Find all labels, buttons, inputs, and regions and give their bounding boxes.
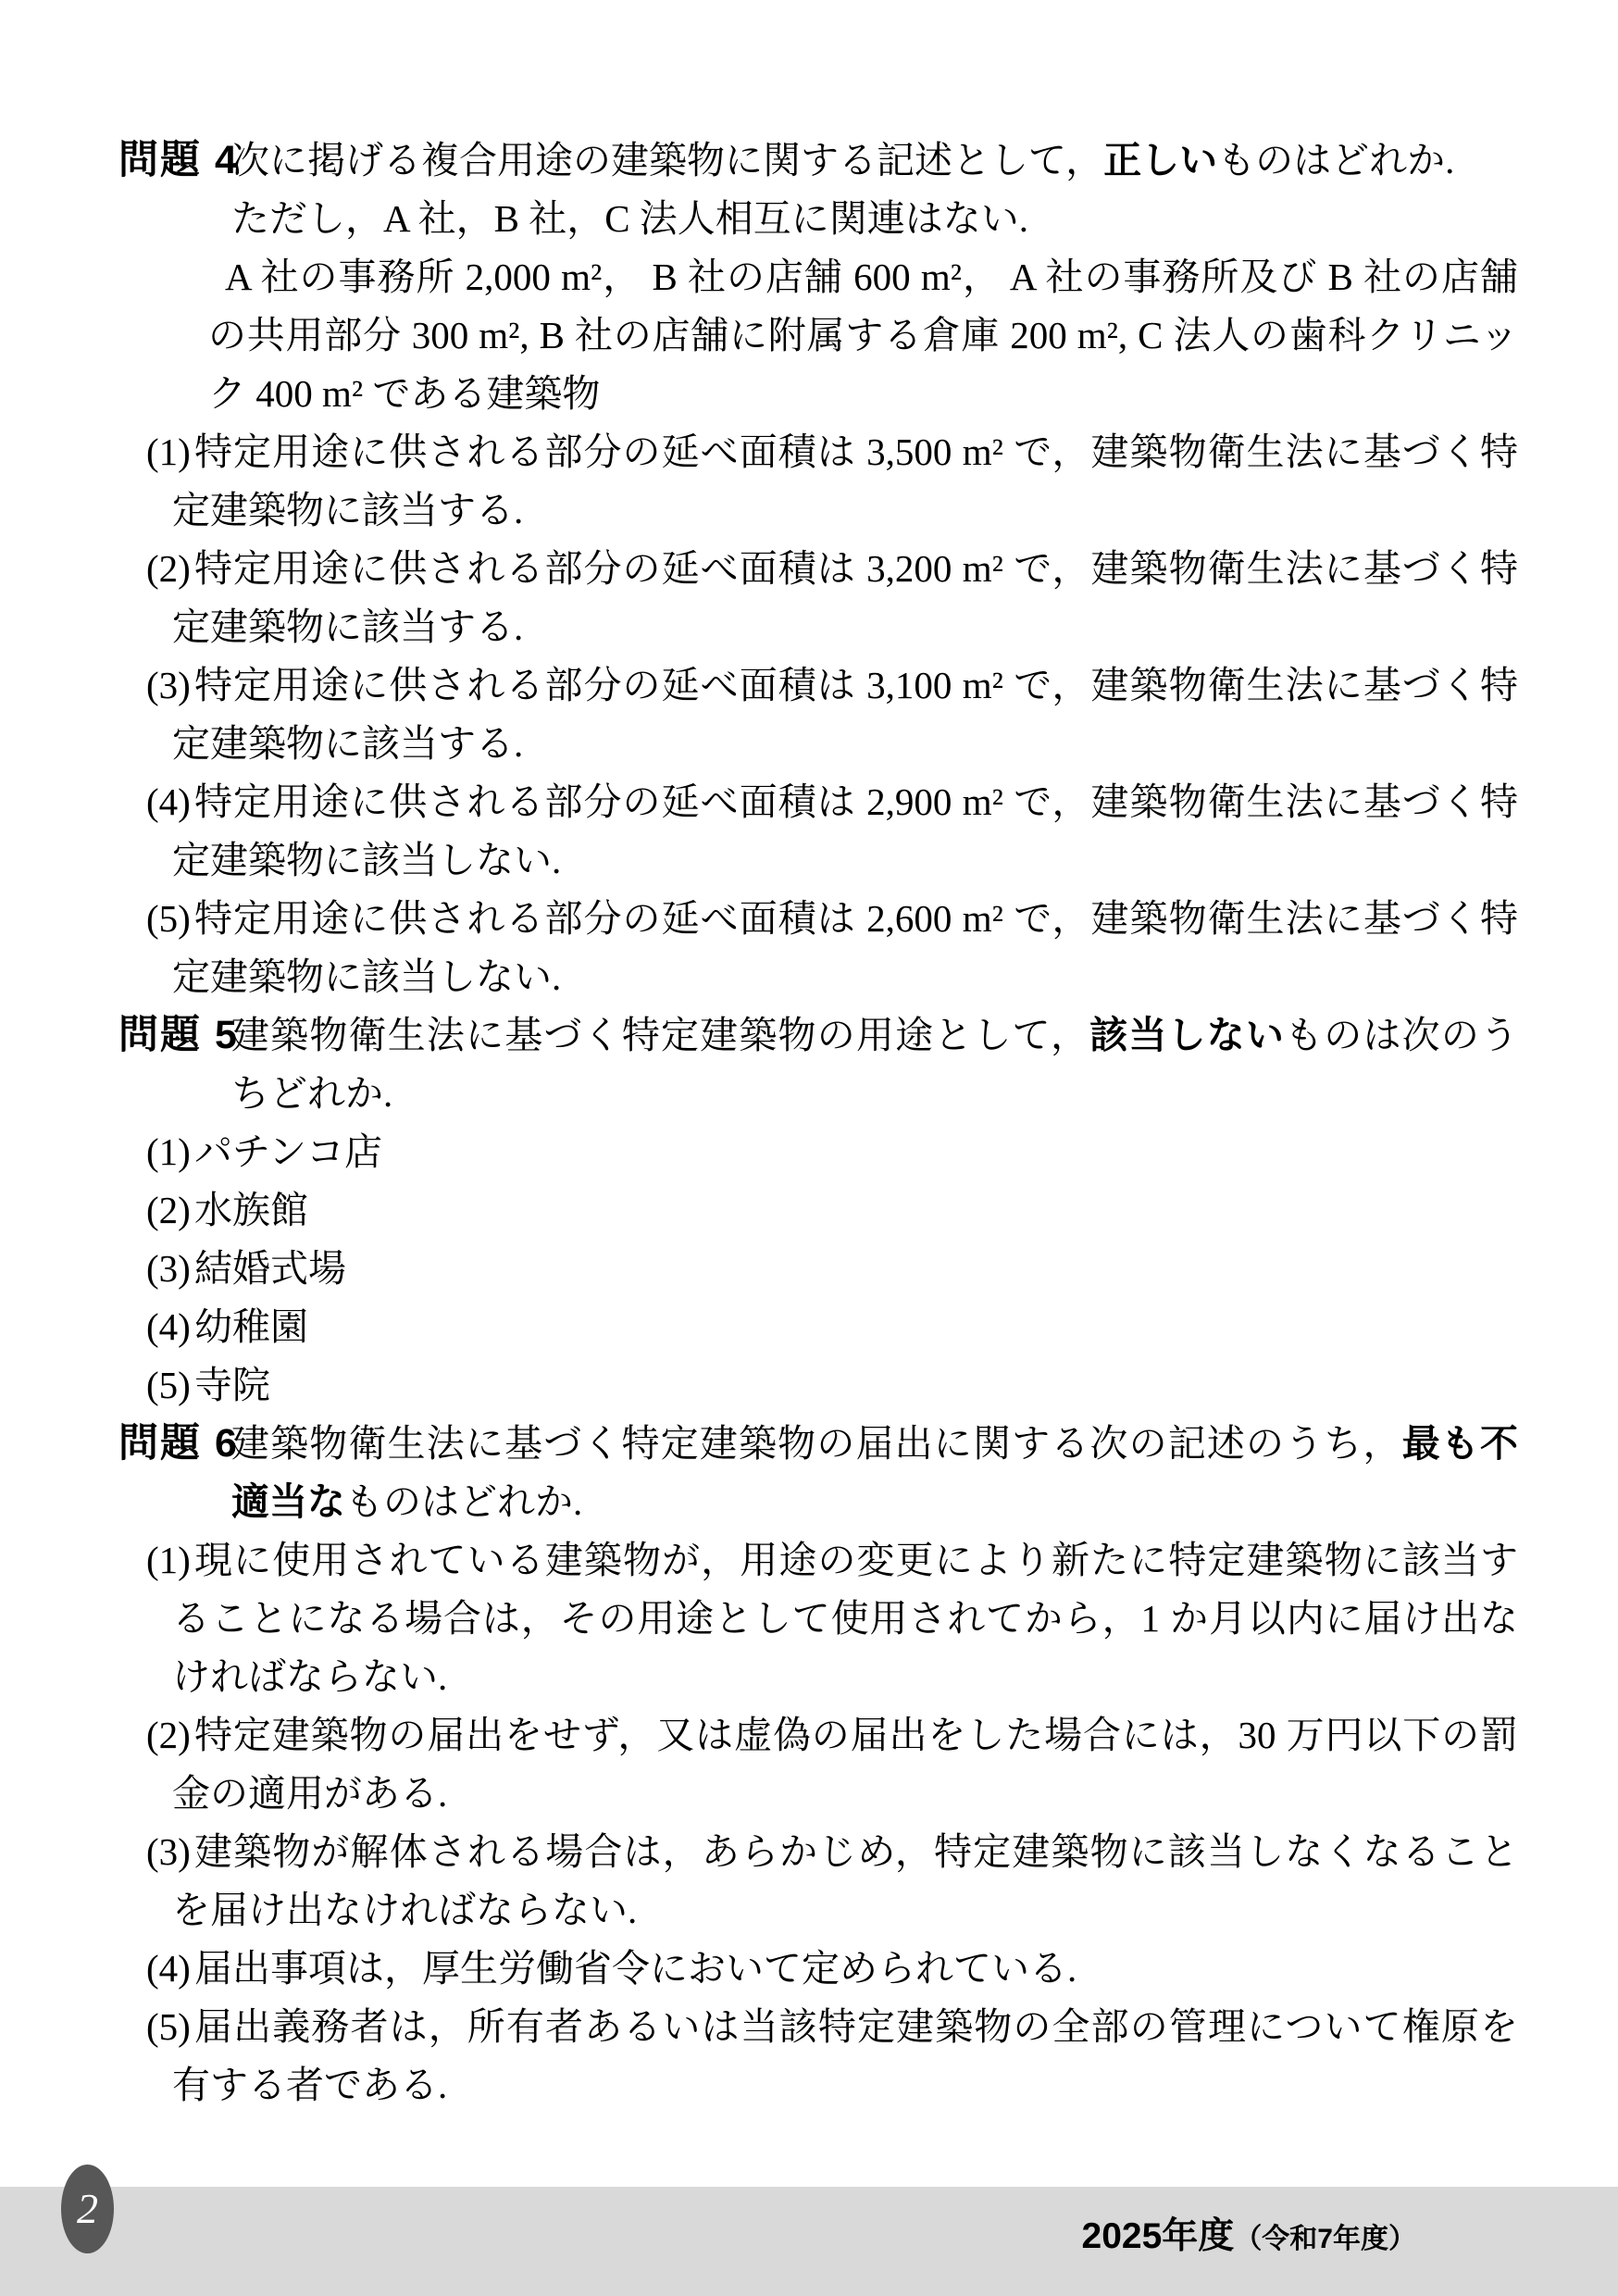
problem-4-option-2: [146, 540, 1518, 656]
option-number: (2): [146, 1189, 191, 1231]
option-number: (1): [146, 1539, 191, 1581]
problem-5-stem-pre: 建築物衛生法に基づく特定建築物の用途として，: [231, 1014, 1090, 1056]
option-number: (4): [146, 1947, 191, 1990]
problem-6-option-4: [146, 1940, 1518, 1998]
problem-4-stem-pre: 次に掲げる複合用途の建築物に関する記述として，: [231, 139, 1104, 181]
option-number: (3): [146, 1247, 191, 1290]
page-content: [0, 131, 1618, 2115]
problem-5-option-2: [146, 1181, 1518, 1240]
option-number: (5): [146, 897, 191, 940]
problem-4-stem: [118, 131, 1518, 190]
problem-4-option-5: [146, 890, 1518, 1006]
problem-6-stem: [118, 1415, 1518, 1531]
option-text: パチンコ店: [194, 1130, 382, 1173]
problem-4-option-1: [146, 423, 1518, 540]
option-number: (3): [146, 1830, 191, 1873]
option-number: (2): [146, 1714, 191, 1756]
problem-5: [0, 1006, 1618, 1415]
option-number: (1): [146, 430, 191, 473]
problem-4-note: ただし，A 社，B 社，C 法人相互に関連はない.: [231, 197, 1029, 240]
problem-4-description: A 社の事務所 2,000 m²， B 社の店舗 600 m²， A 社の事務所及び B 社の店舗の共用部分 300 m², B 社の店舗に附属する倉庫 200 m², C 法人の歯科クリニック 400 m² である建築物: [208, 256, 1518, 415]
option-number: (5): [146, 1364, 191, 1406]
problem-6-options: [146, 1531, 1518, 2115]
page-number-badge: [61, 2165, 114, 2253]
option-number: (2): [146, 547, 191, 590]
problem-4-stem-keyword: 正しい: [1103, 139, 1218, 181]
option-text: 結婚式場: [194, 1247, 346, 1290]
option-text: 特定建築物の届出をせず，又は虚偽の届出をした場合には，30 万円以下の罰金の適用がある.: [172, 1714, 1518, 1815]
problem-5-stem: [118, 1006, 1519, 1123]
page-number: 2: [77, 2185, 98, 2232]
problem-6: [0, 1415, 1618, 2115]
option-text: 現に使用されている建築物が，用途の変更により新たに特定建築物に該当することになる場合は，その用途として使用されてから，1 か月以内に届け出なければならない.: [172, 1539, 1518, 1698]
option-text: 届出義務者は，所有者あるいは当該特定建築物の全部の管理について権原を有する者である.: [172, 2005, 1518, 2106]
option-text: 特定用途に供される部分の延べ面積は 2,900 m² で，建築物衛生法に基づく特定建築物に該当しない.: [172, 780, 1518, 881]
problem-6-stem-keyword: 最も不適当な: [231, 1422, 1518, 1523]
option-number: (4): [146, 1305, 191, 1348]
problem-4-label: 問題 4: [118, 138, 239, 182]
problem-5-option-4: [146, 1298, 1518, 1356]
option-text: 幼稚園: [194, 1305, 308, 1348]
problem-4-stem-post: ものはどれか.: [1217, 139, 1455, 181]
problem-5-options: [146, 1123, 1518, 1415]
option-text: 特定用途に供される部分の延べ面積は 2,600 m² で，建築物衛生法に基づく特定建築物に該当しない.: [172, 897, 1518, 998]
option-number: (1): [146, 1130, 191, 1173]
problem-6-label: 問題 6: [118, 1421, 239, 1466]
option-text: 特定用途に供される部分の延べ面積は 3,500 m² で，建築物衛生法に基づく特定建築物に該当する.: [172, 430, 1518, 531]
option-text: 水族館: [194, 1189, 308, 1231]
problem-4-options: [146, 423, 1518, 1006]
problem-6-option-3: [146, 1823, 1518, 1940]
option-text: 建築物が解体される場合は，あらかじめ，特定建築物に該当しなくなることを届け出なければならない.: [172, 1830, 1518, 1931]
problem-4-option-4: [146, 773, 1518, 890]
footer-year-main: 2025年度: [1081, 2216, 1235, 2256]
option-text: 届出事項は，厚生労働省令において定められている.: [194, 1947, 1077, 1990]
problem-4-option-3: [146, 656, 1518, 773]
problem-5-option-5: [146, 1356, 1518, 1415]
problem-5-option-3: [146, 1240, 1518, 1298]
problem-5-stem-post: ものは次のうちどれか.: [231, 1014, 1519, 1115]
problem-6-stem-post: ものはどれか.: [345, 1480, 583, 1523]
option-number: (4): [146, 780, 191, 823]
problem-6-stem-pre: 建築物衛生法に基づく特定建築物の届出に関する次の記述のうち，: [231, 1422, 1402, 1465]
problem-5-label: 問題 5: [118, 1013, 239, 1057]
problem-4: [0, 131, 1618, 1006]
footer-year-sub: （令和7年度）: [1234, 2224, 1416, 2254]
option-number: (3): [146, 664, 191, 706]
option-text: 特定用途に供される部分の延べ面積は 3,100 m² で，建築物衛生法に基づく特定建築物に該当する.: [172, 664, 1518, 765]
problem-6-option-5: [146, 1998, 1518, 2115]
problem-5-option-1: [146, 1123, 1518, 1181]
problem-6-option-1: [146, 1531, 1518, 1706]
footer-edition: [1082, 2206, 1416, 2268]
option-text: 寺院: [194, 1364, 270, 1406]
option-number: (5): [146, 2005, 191, 2048]
problem-6-option-2: [146, 1706, 1518, 1823]
option-text: 特定用途に供される部分の延べ面積は 3,200 m² で，建築物衛生法に基づく特定建築物に該当する.: [172, 547, 1518, 648]
problem-5-stem-keyword: 該当しない: [1089, 1014, 1286, 1056]
